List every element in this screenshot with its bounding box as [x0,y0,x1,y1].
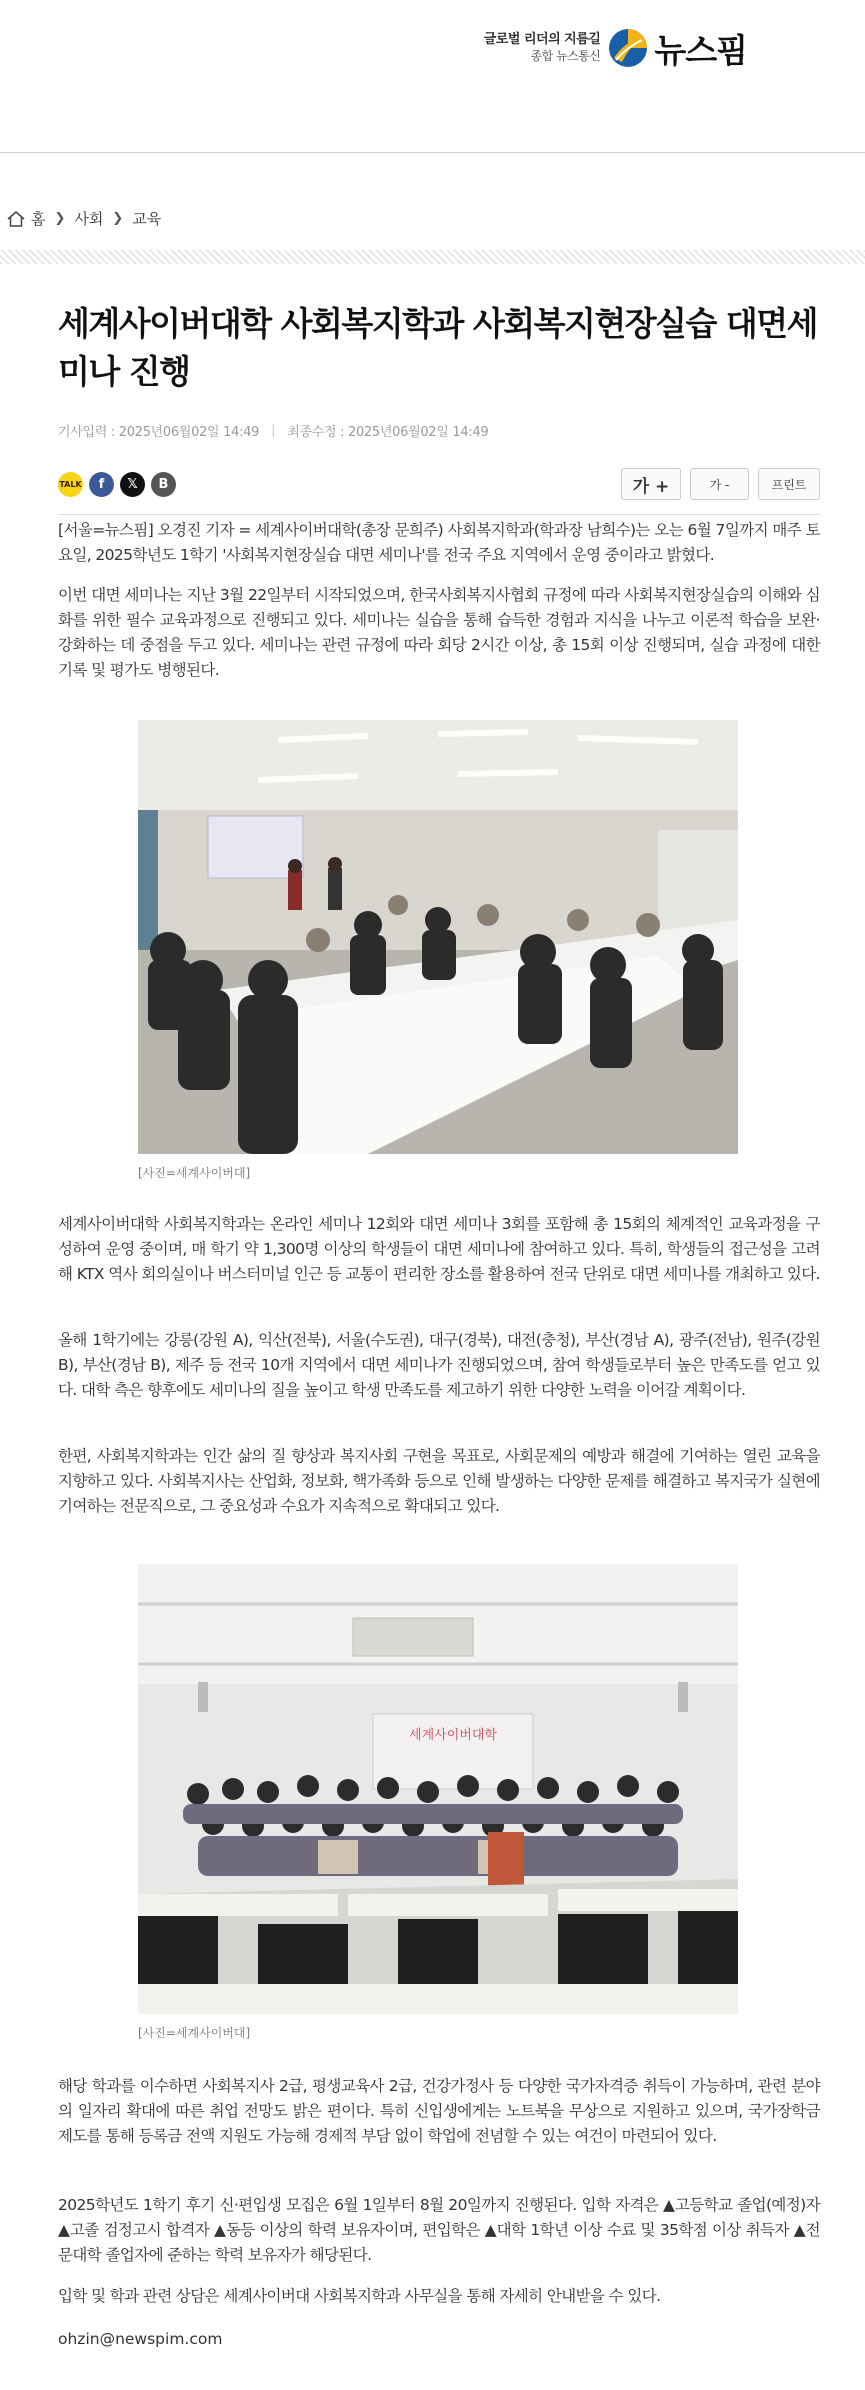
article-photo-1 [138,720,738,1181]
blog-icon[interactable]: B [151,472,176,497]
share-buttons [58,472,176,497]
header-rule [58,514,820,515]
article-paragraph: 한편, 사회복지학과는 인간 삶의 질 향상과 복지사회 구현을 목표로, 사회문제의 예방과 해결에 기여하는 열린 교육을 지향하고 있다. 사회복지사는 산업화, 정보화, 핵가족화 등으로 인해 발생하는 다양한 문제를 해결하고 복지국가 실현에 기여하는 전문직으로, 그 중요성과 수요가 지속적으로 확대되고 있다. [58,1447,820,1515]
photo-banner-text: 세계사이버대학 [409,1728,497,1743]
kakao-icon[interactable]: TALK [58,472,83,497]
article-photo-2 [138,1564,738,2041]
article [58,300,820,2348]
article-paragraph: [서울=뉴스핌] 오경진 기자 = 세계사이버대학(총장 문희주) 사회복지학과(학과장 남희수)는 오는 6월 7일까지 매주 토요일, 2025학년도 1학기 '사회복지현장실습 대면 세미나'를 전국 주요 지역에서 운영 중이라고 밝혔다. [58,521,820,564]
newspim-logo-icon [608,28,648,68]
brand-name: 뉴스핌 [654,30,747,70]
updated-time: 최종수정 : 2025년06월02일 14:49 [287,425,489,440]
slogan-line1: 글로벌 리더의 지름길 [483,32,601,47]
chevron-right-icon: ❯ [54,211,66,226]
breadcrumb-home[interactable]: 홈 [31,210,46,228]
breadcrumb-society[interactable]: 사회 [74,210,104,228]
breadcrumb [6,208,161,229]
article-paragraph: 입학 및 학과 관련 상담은 세계사이버대 사회복지학과 사무실을 통해 자세히 안내받을 수 있다. [58,2287,661,2305]
seminar-classroom-photo [138,720,738,1154]
reporter-email[interactable]: ohzin@newspim.com [58,2330,223,2348]
article-paragraph: 세계사이버대학 사회복지학과는 온라인 세미나 12회와 대면 세미나 3회를 포함해 총 15회의 체계적인 교육과정을 구성하여 운영 중이며, 매 학기 약 1,300명 이상의 학생들이 대면 세미나에 참여하고 있다. 특히, 학생들의 접근성을 고려해 KTX 역사 회의실이나 버스터미널 인근 등 교통이 편리한 장소를 활용하여 전국 단위로 대면 세미나를 개최하고 있다. [58,1215,820,1283]
article-paragraph: 2025학년도 1학기 후기 신·편입생 모집은 6월 1일부터 8월 20일까지 진행된다. 입학 자격은 ▲고등학교 졸업(예정)자 ▲고졸 검정고시 합격자 ▲동등 이상의 학력 보유자이며, 편입학은 ▲대학 1학년 이상 수료 및 35학점 이상 취득자 ▲전문대학 졸업자에 준하는 학력 보유자가 해당된다. [58,2196,820,2264]
slogan-line2: 종합 뉴스통신 [530,49,601,63]
text-tools [621,468,820,500]
article-title: 세계사이버대학 사회복지학과 사회복지현장실습 대면세미나 진행 [58,304,818,391]
photo-caption: [사진=세계사이버대] [138,2026,251,2040]
article-toolbar [58,468,820,500]
facebook-icon[interactable]: f [89,472,114,497]
article-paragraph: 이번 대면 세미나는 지난 3월 22일부터 시작되었으며, 한국사회복지사협회 규정에 따라 사회복지현장실습의 이해와 심화를 위한 필수 교육과정으로 진행되고 있다. 세미나는 실습을 통해 습득한 경험과 지식을 나누고 이론적 학습을 보완·강화하는 데 중점을 두고 있다. 세미나는 관련 규정에 따라 회당 2시간 이상, 총 15회 이상 진행되며, 실습 과정에 대한 기록 및 평가도 병행된다. [58,586,820,679]
print-button[interactable]: 프린트 [758,468,820,500]
x-icon[interactable]: 𝕏 [120,472,145,497]
font-increase-button[interactable]: 가 + [621,468,681,500]
brand-logo[interactable] [484,24,747,72]
group-photo [138,1564,738,2014]
site-header [0,0,865,153]
published-time: 기사입력 : 2025년06월02일 14:49 [58,425,260,440]
article-paragraph: 해당 학과를 이수하면 사회복지사 2급, 평생교육사 2급, 건강가정사 등 다양한 국가자격증 취득이 가능하며, 관련 분야의 일자리 확대에 따른 취업 전망도 밝은 편이다. 특히 신입생에게는 노트북을 무상으로 지원하고 있으며, 국가장학금 제도를 통해 등록금 전액 지원도 가능해 경제적 부담 없이 학업에 전념할 수 있는 여건이 마련되어 있다. [58,2077,820,2145]
brand-slogan [484,31,601,65]
photo-caption: [사진=세계사이버대] [138,1166,251,1180]
article-meta [58,421,820,440]
pattern-divider [0,250,865,264]
article-paragraph: 올해 1학기에는 강릉(강원 A), 익산(전북), 서울(수도권), 대구(경북), 대전(충청), 부산(경남 A), 광주(전남), 원주(강원 B), 부산(경남 B), 제주 등 전국 10개 지역에서 대면 세미나가 진행되었으며, 참여 학생들로부터 높은 만족도를 얻고 있다. 대학 측은 향후에도 세미나의 질을 높이고 학생 만족도를 제고하기 위한 다양한 노력을 이어갈 계획이다. [58,1331,820,1399]
home-icon[interactable] [6,210,26,228]
breadcrumb-education[interactable]: 교육 [132,210,162,228]
chevron-right-icon: ❯ [112,211,124,226]
meta-divider: | [271,423,276,438]
font-decrease-button[interactable]: 가 - [690,468,749,500]
